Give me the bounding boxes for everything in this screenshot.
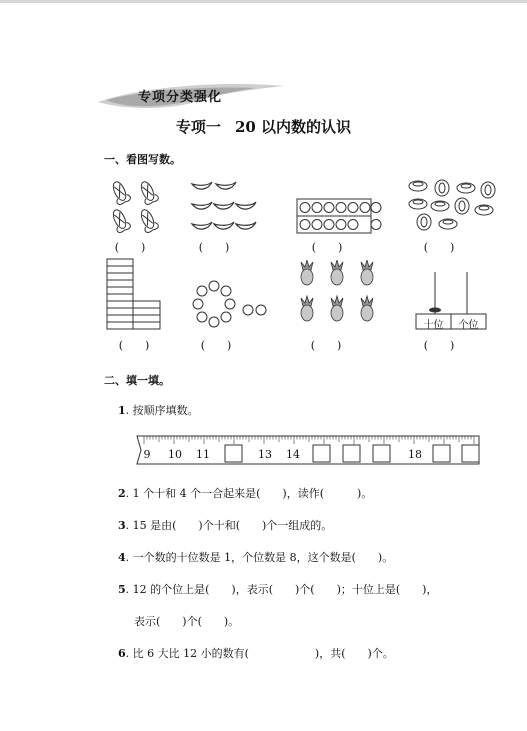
section-2-heading: 二、填一填。: [104, 374, 170, 387]
question-1: 1. 按顺序填数。: [118, 404, 199, 417]
ruler-blank-15: [313, 445, 330, 462]
ruler-blank-12: [225, 445, 242, 462]
answer-blank-blocks[interactable]: ( ): [118, 339, 150, 352]
answer-blank-ten-frame[interactable]: ( ): [311, 241, 343, 254]
ruler-blank-16: [343, 445, 360, 462]
ten-frame-circles: [296, 198, 382, 238]
ruler-blank-19: [433, 445, 450, 462]
cookie-icon-group: [406, 178, 498, 234]
question-4: 4. 一个数的十位数是 1，个位数是 8，这个数是( )。: [118, 551, 394, 564]
answer-blank-corn[interactable]: ( ): [114, 241, 146, 254]
banana-icon-group: [188, 178, 260, 238]
ten-block-stack: [106, 258, 162, 330]
ruler-blank-17: [373, 445, 390, 462]
top-border: [0, 0, 527, 3]
answer-blank-pineapple[interactable]: ( ): [310, 339, 342, 352]
page-title: 专项一 20 以内数的认识: [175, 118, 352, 136]
ruler-label: 14: [286, 448, 300, 461]
number-ruler: [133, 434, 481, 466]
answer-blank-circles[interactable]: ( ): [200, 339, 232, 352]
ruler-label: 11: [196, 448, 210, 461]
answer-blank-abacus[interactable]: ( ): [423, 339, 455, 352]
circle-ring-group: [190, 280, 274, 330]
question-2: 2. 1 个十和 4 个一合起来是( )，读作( )。: [118, 487, 373, 500]
ruler-label: 18: [408, 448, 422, 461]
banner-title: 专项分类强化: [138, 90, 223, 105]
question-3: 3. 15 是由( )个十和( )个一组成的。: [118, 519, 333, 532]
pineapple-icon-group: [293, 260, 383, 330]
section-1-heading: 一、看图写数。: [104, 153, 181, 166]
answer-blank-banana[interactable]: ( ): [198, 241, 230, 254]
ruler-label: 10: [168, 448, 182, 461]
answer-blank-cookie[interactable]: ( ): [423, 241, 455, 254]
question-5: 5. 12 的个位上是( )，表示( )个( )；十位上是( )，: [118, 583, 438, 596]
question-5-line-2: 表示( )个( )。: [134, 615, 240, 628]
ruler-label: 9: [143, 448, 151, 461]
abacus-tens-label: 十位: [423, 320, 444, 331]
corn-icon-group: [105, 177, 171, 237]
ruler-label: 13: [258, 448, 272, 461]
abacus-ones-label: 个位: [458, 320, 479, 331]
ruler-blank-20: [462, 445, 479, 462]
question-6: 6. 比 6 大比 12 小的数有( )，共( )个。: [118, 647, 394, 660]
